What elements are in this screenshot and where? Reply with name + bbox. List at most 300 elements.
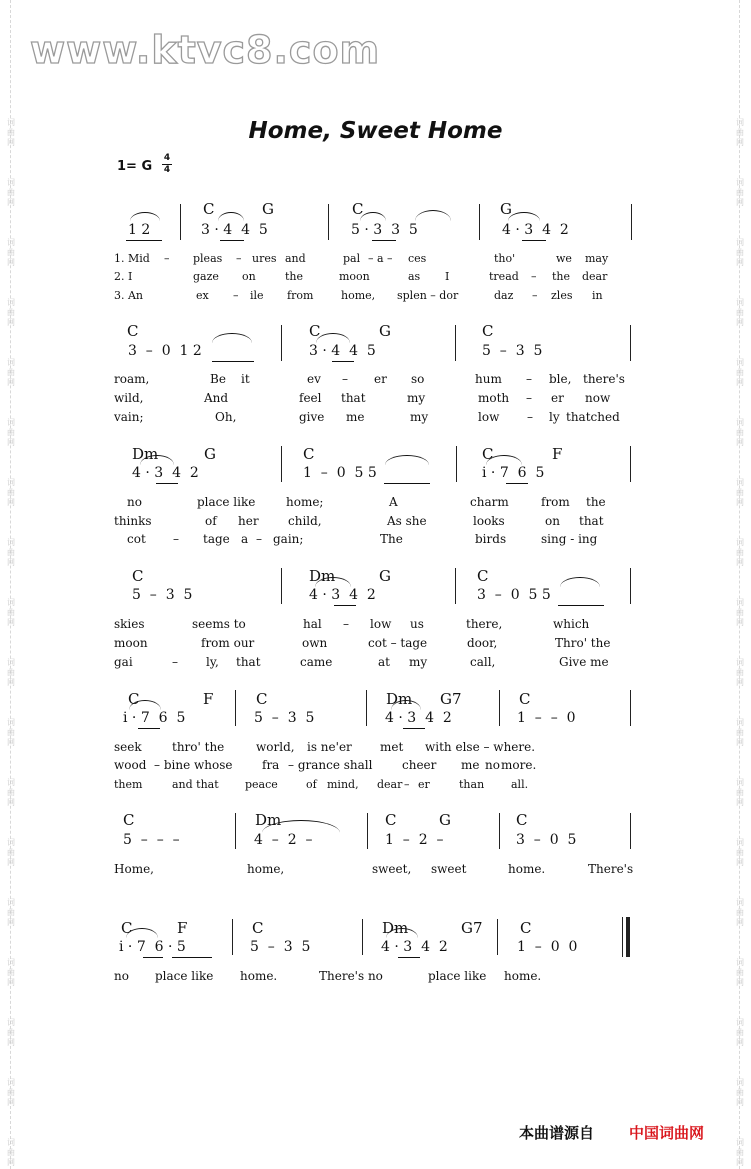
- margin-watermark-mark: 词 曲 网: [7, 598, 15, 627]
- slur: [212, 333, 252, 343]
- lyric: –: [531, 270, 537, 283]
- chord: C: [482, 322, 494, 340]
- note-group: 4 · 3 4 2: [132, 465, 199, 481]
- lyric: moon: [339, 270, 370, 283]
- chord: C: [127, 322, 139, 340]
- lyric: gain;: [273, 532, 304, 546]
- lyric: Be: [210, 372, 226, 386]
- final-barline-thick: [626, 917, 630, 957]
- margin-watermark-mark: 词 曲 网: [736, 1018, 744, 1047]
- chord: G: [204, 445, 216, 463]
- chord: G: [379, 567, 391, 585]
- time-sig-bottom: 4: [163, 165, 171, 175]
- lyric: I: [445, 270, 450, 283]
- barline: [479, 204, 480, 240]
- barline: [281, 325, 282, 361]
- right-dashed-line: [739, 0, 740, 1169]
- lyric: –: [404, 778, 410, 791]
- margin-watermark-mark: 词 曲 网: [7, 118, 15, 147]
- margin-watermark-mark: 词 曲 网: [736, 658, 744, 687]
- margin-watermark-mark: 词 曲 网: [736, 118, 744, 147]
- lyric: no: [114, 969, 129, 983]
- lyric: that: [579, 514, 604, 528]
- note-group: 1 – 2 –: [385, 832, 444, 848]
- lyric: and that: [172, 778, 219, 791]
- barline: [362, 919, 363, 955]
- lyric: my: [410, 410, 429, 424]
- chord: Dm: [255, 811, 282, 829]
- margin-watermark-mark: 词 曲 网: [736, 538, 744, 567]
- lyric: cheer: [402, 758, 437, 772]
- barline: [180, 204, 181, 240]
- lyric: –: [532, 289, 538, 302]
- slur: [126, 928, 158, 938]
- chord: C: [303, 445, 315, 463]
- lyric: me: [346, 410, 365, 424]
- lyric: of: [306, 778, 317, 791]
- underline: [334, 605, 356, 606]
- note-group: 5 · 3 3 5: [351, 222, 418, 238]
- lyric: sweet,: [372, 862, 412, 876]
- margin-watermark-mark: 词 曲 网: [736, 418, 744, 447]
- site-name-link[interactable]: 中国词曲网: [629, 1124, 705, 1142]
- margin-watermark-mark: 词 曲 网: [736, 958, 744, 987]
- note-group: 4 · 3 4 2: [381, 939, 448, 955]
- lyric: birds: [475, 532, 507, 546]
- margin-watermark-mark: 词 曲 网: [7, 658, 15, 687]
- margin-watermark-mark: 词 曲 网: [736, 898, 744, 927]
- lyric: door,: [467, 636, 498, 650]
- time-signature: [162, 154, 172, 175]
- margin-watermark-mark: 词 曲 网: [7, 958, 15, 987]
- lyric: moth: [478, 391, 510, 405]
- margin-watermark-mark: 词 曲 网: [7, 418, 15, 447]
- barline: [630, 446, 631, 482]
- slur: [508, 212, 540, 221]
- lyric: ly,: [206, 655, 219, 669]
- lyric: –: [164, 252, 170, 265]
- lyric: home,: [247, 862, 285, 876]
- margin-watermark-mark: 词 曲 网: [736, 358, 744, 387]
- note-group: 3 – 0 5: [516, 832, 577, 848]
- chord: C: [482, 445, 494, 463]
- lyric: pleas: [193, 252, 223, 265]
- barline: [367, 813, 368, 849]
- underline: [172, 957, 212, 958]
- lyric: –: [527, 410, 533, 424]
- lyric: my: [407, 391, 426, 405]
- margin-watermark-mark: 词 曲 网: [7, 718, 15, 747]
- lyric: world,: [256, 740, 295, 754]
- lyric: home.: [240, 969, 278, 983]
- time-sig-top: 4: [163, 153, 171, 163]
- barline: [281, 446, 282, 482]
- lyric: pal: [343, 252, 361, 265]
- lyric: ex: [196, 289, 209, 302]
- lyric: dear: [377, 778, 403, 791]
- margin-watermark-mark: 词 曲 网: [736, 598, 744, 627]
- lyric: own: [302, 636, 328, 650]
- barline: [631, 204, 632, 240]
- lyric: all.: [511, 778, 529, 791]
- lyric: –: [173, 532, 179, 546]
- chord: C: [256, 690, 268, 708]
- site-watermark: www.ktvc8.com: [30, 28, 381, 72]
- lyric: ures: [252, 252, 277, 265]
- lyric: at: [378, 655, 390, 669]
- note-group: 3 – 0 1 2: [128, 343, 202, 359]
- lyric: home,: [341, 289, 376, 302]
- chord: C: [385, 811, 397, 829]
- margin-watermark-mark: 词 曲 网: [736, 778, 744, 807]
- lyric: splen – dor: [397, 289, 459, 302]
- lyric: child,: [288, 514, 322, 528]
- lyric: so: [411, 372, 425, 386]
- margin-watermark-mark: 词 曲 网: [7, 778, 15, 807]
- lyric: home;: [286, 495, 324, 509]
- lyric: hal: [303, 617, 322, 631]
- chord: F: [177, 919, 188, 937]
- lyric: them: [114, 778, 143, 791]
- slur: [415, 210, 451, 221]
- lyric: than: [459, 778, 485, 791]
- lyric: of: [205, 514, 217, 528]
- lyric: no: [485, 758, 500, 772]
- lyric: may: [585, 252, 609, 265]
- barline: [281, 568, 282, 604]
- slur: [316, 333, 350, 343]
- lyric: –: [526, 391, 532, 405]
- underline: [384, 483, 430, 484]
- chord: C: [519, 690, 531, 708]
- lyric: cot: [127, 532, 146, 546]
- lyric: There's no: [319, 969, 383, 983]
- lyric: from: [541, 495, 570, 509]
- lyric: 2. I: [114, 270, 133, 283]
- lyric: low: [370, 617, 392, 631]
- lyric: place like: [197, 495, 256, 509]
- lyric: Give me: [559, 655, 609, 669]
- lyric: gaze: [193, 270, 219, 283]
- lyric: me: [461, 758, 480, 772]
- margin-watermark-mark: 词 曲 网: [7, 1078, 15, 1107]
- underline: [138, 728, 160, 729]
- note-group: 3 · 4 4 5: [309, 343, 376, 359]
- lyric: low: [478, 410, 500, 424]
- margin-watermark-mark: 词 曲 网: [7, 1018, 15, 1047]
- chord: C: [121, 919, 133, 937]
- margin-watermark-mark: 词 曲 网: [736, 838, 744, 867]
- barline: [366, 690, 367, 726]
- lyric: er: [551, 391, 564, 405]
- chord: G: [379, 322, 391, 340]
- lyric: more.: [501, 758, 537, 772]
- note-group: 3 · 4 4 5: [201, 222, 268, 238]
- lyric: the: [586, 495, 606, 509]
- chord: Dm: [382, 919, 409, 937]
- underline: [212, 361, 254, 362]
- barline: [235, 813, 236, 849]
- lyric: thinks: [114, 514, 152, 528]
- chord: C: [132, 567, 144, 585]
- lyric: on: [545, 514, 560, 528]
- song-title: Home, Sweet Home: [248, 118, 503, 144]
- chord: Dm: [386, 690, 413, 708]
- note-group: 1 – – 0: [517, 710, 576, 726]
- lyric: there,: [466, 617, 503, 631]
- note-group: 5 – 3 5: [132, 587, 193, 603]
- lyric: daz: [494, 289, 514, 302]
- left-margin-strip: [3, 0, 19, 1169]
- note-group: 4 · 3 4 2: [385, 710, 452, 726]
- lyric: place like: [428, 969, 487, 983]
- lyric: –: [256, 532, 262, 546]
- lyric: 3. An: [114, 289, 144, 302]
- barline: [499, 690, 500, 726]
- key-signature: 1= G: [117, 159, 153, 174]
- barline: [232, 919, 233, 955]
- note-group: 5 – – –: [123, 832, 180, 848]
- chord: G: [262, 200, 274, 218]
- underline: [332, 361, 354, 362]
- margin-watermark-mark: 词 曲 网: [736, 298, 744, 327]
- lyric: my: [409, 655, 428, 669]
- margin-watermark-mark: 词 曲 网: [7, 898, 15, 927]
- barline: [630, 568, 631, 604]
- margin-watermark-mark: 词 曲 网: [736, 238, 744, 267]
- left-dashed-line: [10, 0, 11, 1169]
- lyric: hum: [475, 372, 502, 386]
- lyric: met: [380, 740, 404, 754]
- note-group: 1 2: [128, 222, 151, 238]
- slur: [385, 455, 429, 465]
- lyric: ble,: [549, 372, 572, 386]
- lyric: –: [236, 252, 242, 265]
- underline: [156, 483, 178, 484]
- lyric: and: [285, 252, 306, 265]
- lyric: ile: [250, 289, 264, 302]
- slur: [129, 700, 161, 710]
- lyric: Home,: [114, 862, 154, 876]
- chord: C: [252, 919, 264, 937]
- lyric: –: [343, 617, 349, 631]
- lyric: A: [389, 495, 398, 509]
- lyric: peace: [245, 778, 278, 791]
- note-group: i · 7 6 5: [123, 710, 186, 726]
- lyric: –: [526, 372, 532, 386]
- chord: Dm: [132, 445, 159, 463]
- lyric: cot – tage: [368, 636, 428, 650]
- barline: [235, 690, 236, 726]
- lyric: sweet: [431, 862, 467, 876]
- chord: F: [203, 690, 214, 708]
- lyric: as: [408, 270, 421, 283]
- margin-watermark-mark: 词 曲 网: [7, 178, 15, 207]
- lyric: home.: [508, 862, 546, 876]
- lyric: The: [380, 532, 403, 546]
- lyric: now: [585, 391, 611, 405]
- right-margin-strip: [732, 0, 748, 1169]
- lyric: Oh,: [215, 410, 237, 424]
- lyric: seek: [114, 740, 142, 754]
- chord: C: [203, 200, 215, 218]
- margin-watermark-mark: 词 曲 网: [736, 178, 744, 207]
- chord: G: [439, 811, 451, 829]
- lyric: came: [300, 655, 333, 669]
- underline: [522, 240, 546, 241]
- margin-watermark-mark: 词 曲 网: [736, 1138, 744, 1167]
- note-group: 1 – 0 5 5: [303, 465, 377, 481]
- slur: [391, 700, 421, 710]
- underline: [143, 957, 163, 958]
- lyric: sing - ing: [541, 532, 598, 546]
- note-group: 3 – 0 5 5: [477, 587, 551, 603]
- slur: [130, 212, 160, 221]
- lyric: that: [236, 655, 261, 669]
- chord: C: [352, 200, 364, 218]
- lyric: zles: [551, 289, 573, 302]
- lyric: the: [552, 270, 571, 283]
- lyric: place like: [155, 969, 214, 983]
- margin-watermark-mark: 词 曲 网: [7, 298, 15, 327]
- lyric: give: [299, 410, 325, 424]
- margin-watermark-mark: 词 曲 网: [7, 478, 15, 507]
- chord: F: [552, 445, 563, 463]
- barline: [455, 325, 456, 361]
- lyric: moon: [114, 636, 148, 650]
- lyric: there's: [583, 372, 625, 386]
- lyric: tho': [494, 252, 516, 265]
- lyric: that: [341, 391, 366, 405]
- lyric: dear: [582, 270, 608, 283]
- chord: C: [516, 811, 528, 829]
- barline: [328, 204, 329, 240]
- lyric: –: [233, 289, 239, 302]
- lyric: –: [172, 655, 178, 669]
- margin-watermark-mark: 词 曲 网: [736, 718, 744, 747]
- slur: [360, 212, 386, 221]
- lyric: from: [287, 289, 314, 302]
- lyric: er: [374, 372, 387, 386]
- lyric: which: [553, 617, 590, 631]
- lyric: her: [238, 514, 259, 528]
- lyric: ev: [307, 372, 321, 386]
- note-group: 4 · 3 4 2: [502, 222, 569, 238]
- slur: [560, 577, 600, 587]
- lyric: on: [242, 270, 256, 283]
- margin-watermark-mark: 词 曲 网: [7, 838, 15, 867]
- lyric: call,: [470, 655, 496, 669]
- lyric: is ne'er: [307, 740, 352, 754]
- lyric: thro' the: [172, 740, 225, 754]
- barline: [630, 690, 631, 726]
- final-barline-thin: [622, 917, 623, 957]
- lyric: vain;: [114, 410, 144, 424]
- barline: [499, 813, 500, 849]
- note-group: 5 – 3 5: [250, 939, 311, 955]
- slur: [486, 455, 522, 465]
- lyric: the: [285, 270, 304, 283]
- margin-watermark-mark: 词 曲 网: [736, 1078, 744, 1107]
- underline: [558, 605, 604, 606]
- slur: [140, 455, 174, 465]
- margin-watermark-mark: 词 曲 网: [7, 358, 15, 387]
- note-group: 5 – 3 5: [254, 710, 315, 726]
- underline: [506, 483, 528, 484]
- chord: C: [128, 690, 140, 708]
- note-group: 5 – 3 5: [482, 343, 543, 359]
- barline: [456, 446, 457, 482]
- chord: C: [123, 811, 135, 829]
- lyric: home.: [504, 969, 542, 983]
- barline: [630, 813, 631, 849]
- lyric: it: [241, 372, 250, 386]
- lyric: tage: [203, 532, 230, 546]
- chord: Dm: [309, 567, 336, 585]
- lyric: As she: [387, 514, 427, 528]
- chord: C: [477, 567, 489, 585]
- lyric: 1. Mid: [114, 252, 150, 265]
- note-group: i · 7 6 5: [482, 465, 545, 481]
- lyric: – a –: [368, 252, 393, 265]
- underline: [403, 728, 425, 729]
- note-group: 1 – 0 0: [517, 939, 578, 955]
- lyric: no: [127, 495, 142, 509]
- lyric: gai: [114, 655, 133, 669]
- lyric: skies: [114, 617, 145, 631]
- barline: [497, 919, 498, 955]
- chord: C: [309, 322, 321, 340]
- lyric: from our: [201, 636, 255, 650]
- underline: [126, 240, 162, 241]
- lyric: with else – where.: [425, 740, 536, 754]
- underline: [372, 240, 396, 241]
- source-label: 本曲谱源自: [519, 1124, 595, 1142]
- lyric: in: [592, 289, 603, 302]
- slur: [315, 577, 351, 587]
- lyric: mind,: [327, 778, 359, 791]
- lyric: – grance shall: [288, 758, 373, 772]
- slur: [386, 928, 418, 938]
- lyric: looks: [473, 514, 505, 528]
- lyric: us: [410, 617, 424, 631]
- lyric: – bine whose: [154, 758, 233, 772]
- underline: [220, 240, 244, 241]
- note-group: i · 7 6 · 5: [119, 939, 186, 955]
- margin-watermark-mark: 词 曲 网: [7, 1138, 15, 1167]
- margin-watermark-mark: 词 曲 网: [736, 478, 744, 507]
- lyric: thatched: [566, 410, 620, 424]
- note-group: 4 · 3 4 2: [309, 587, 376, 603]
- chord: C: [520, 919, 532, 937]
- lyric: a: [241, 532, 249, 546]
- barline: [630, 325, 631, 361]
- lyric: wood: [114, 758, 147, 772]
- lyric: fra: [262, 758, 280, 772]
- slur: [218, 212, 244, 221]
- lyric: ly: [549, 410, 560, 424]
- lyric: er: [418, 778, 430, 791]
- chord: G7: [440, 690, 462, 708]
- lyric: Thro' the: [555, 636, 611, 650]
- lyric: seems to: [192, 617, 246, 631]
- chord: G: [500, 200, 512, 218]
- underline: [398, 957, 420, 958]
- lyric: –: [342, 372, 348, 386]
- lyric: ces: [408, 252, 427, 265]
- chord: G7: [461, 919, 483, 937]
- lyric: we: [556, 252, 572, 265]
